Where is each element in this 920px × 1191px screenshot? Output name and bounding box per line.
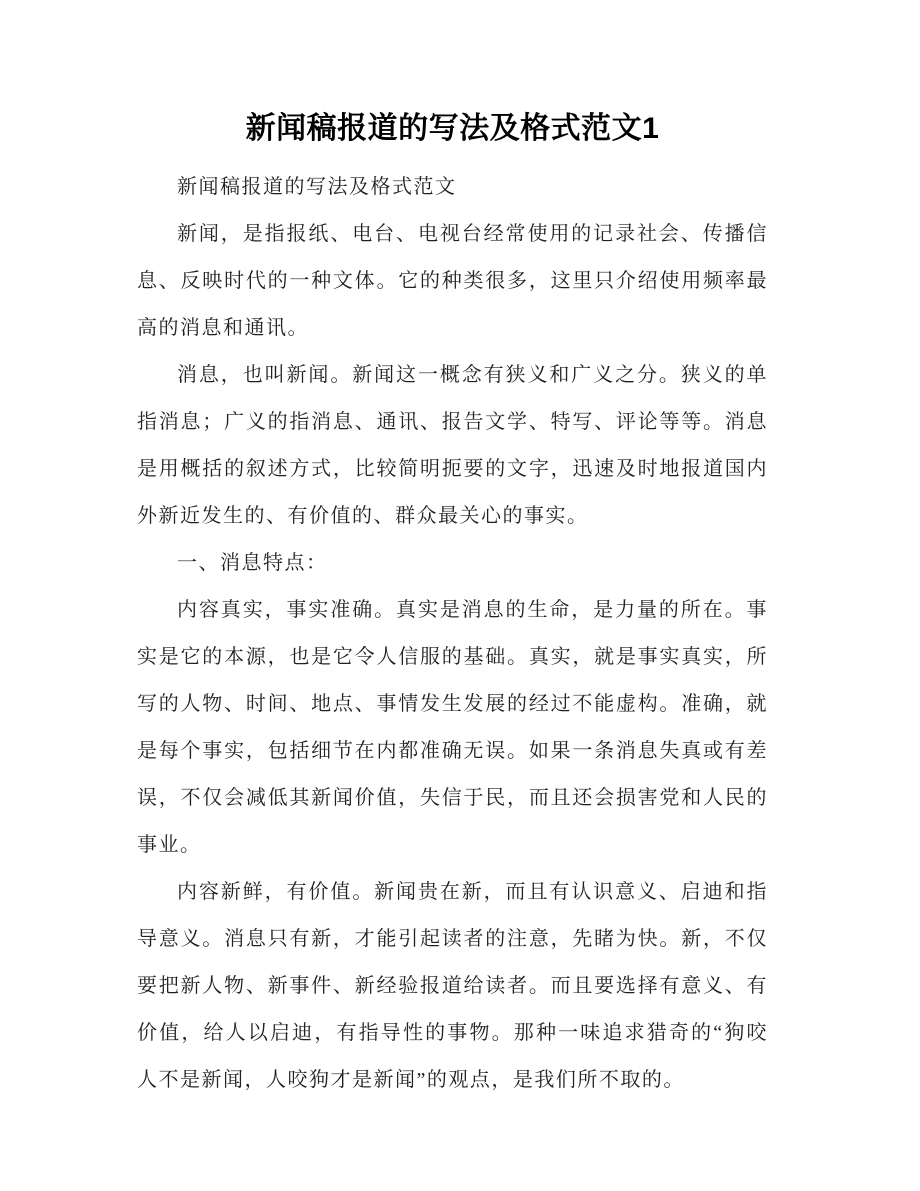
paragraph-subtitle: 新闻稿报道的写法及格式范文 (177, 176, 457, 198)
document-body (137, 164, 768, 1104)
paragraph-message-definition: 消息，也叫新闻。新闻这一概念有狭义和广义之分。狭义的单指消息；广义的指消息、通讯、报告文学、特写、评论等等。消息是用概括的叙述方式，比较简明扼要的文字，迅速及时地报道国内外新近发生的、有价值的、群众最关心的事实。 (137, 364, 768, 527)
paragraph-section-heading-message-features: 一、消息特点： (177, 552, 328, 574)
paragraph-intro-news-definition: 新闻，是指报纸、电台、电视台经常使用的记录社会、传播信息、反映时代的一种文体。它的种类很多，这里只介绍使用频率最高的消息和通讯。 (137, 223, 768, 339)
paragraph-feature-truthfulness: 内容真实，事实准确。真实是消息的生命，是力量的所在。事实是它的本源，也是它令人信服的基础。真实，就是事实真实，所写的人物、时间、地点、事情发生发展的经过不能虚构。准确，就是每个事实，包括细节在内都准确无误。如果一条消息失真或有差误，不仅会减低其新闻价值，失信于民，而且还会损害党和人民的事业。 (137, 599, 768, 856)
paragraph-feature-freshness: 内容新鲜，有价值。新闻贵在新，而且有认识意义、启迪和指导意义。消息只有新，才能引起读者的注意，先睹为快。新，不仅要把新人物、新事件、新经验报道给读者。而且要选择有意义、有价值，给人以启迪，有指导性的事物。那种一味追求猎奇的“狗咬人不是新闻，人咬狗才是新闻”的观点，是我们所不取的。 (137, 881, 768, 1091)
document-title: 新闻稿报道的写法及格式范文1 (245, 112, 660, 145)
